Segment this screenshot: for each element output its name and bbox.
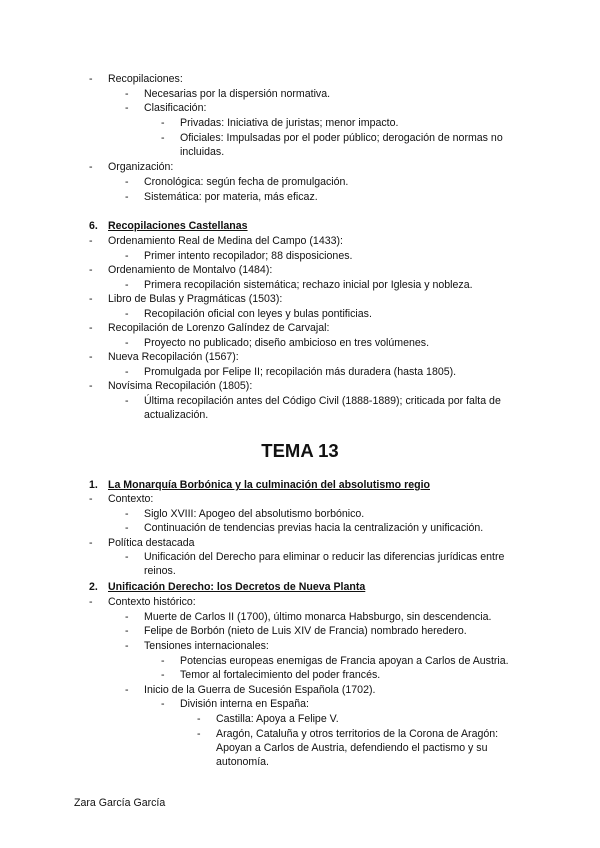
list-item: - Novísima Recopilación (1805): — [89, 380, 253, 392]
section-heading: 1. La Monarquía Borbónica y la culminación del absolutismo regio — [89, 479, 430, 491]
footer-author: Zara García García — [74, 797, 166, 809]
list-item: - Inicio de la Guerra de Sucesión Española (1702). — [125, 684, 376, 696]
list-item: - Aragón, Cataluña y otros territorios de la Corona de Aragón: Apoyan a Carlos de Austria, defendiendo el pactismo y su autonomía. — [197, 728, 499, 768]
list-item: - Ordenamiento Real de Medina del Campo (1433): — [89, 235, 343, 247]
list-item: - División interna en España: — [161, 698, 309, 710]
list-item: - Recopilación oficial con leyes y bulas pontificias. — [125, 308, 372, 320]
list-item: - Libro de Bulas y Pragmáticas (1503): — [89, 293, 283, 305]
list-item: - Última recopilación antes del Código Civil (1888-1889); criticada por falta de actualización. — [125, 395, 501, 421]
list-item: - Continuación de tendencias previas hacia la centralización y unificación. — [125, 522, 484, 534]
list-item: - Política destacada — [89, 537, 195, 549]
section-heading: 2. Unificación Derecho: los Decretos de Nueva Planta — [89, 581, 366, 593]
list-item: - Muerte de Carlos II (1700), último monarca Habsburgo, sin descendencia. — [125, 611, 492, 623]
list-item: - Unificación del Derecho para eliminar o reducir las diferencias jurídicas entre reinos. — [125, 551, 505, 577]
list-item: - Organización: — [89, 161, 174, 173]
list-item: - Primera recopilación sistemática; rechazo inicial por Iglesia y nobleza. — [125, 279, 473, 291]
list-item: - Castilla: Apoya a Felipe V. — [197, 713, 339, 725]
list-item: - Recopilaciones: — [89, 73, 183, 85]
list-item: - Siglo XVIII: Apogeo del absolutismo borbónico. — [125, 508, 365, 520]
list-item: - Necesarias por la dispersión normativa. — [125, 88, 331, 100]
list-item: - Nueva Recopilación (1567): — [89, 351, 239, 363]
list-item: - Contexto histórico: — [89, 596, 196, 608]
list-item: - Tensiones internacionales: — [125, 640, 269, 652]
list-item: - Privadas: Iniciativa de juristas; menor impacto. — [161, 117, 399, 129]
list-item: - Temor al fortalecimiento del poder francés. — [161, 669, 381, 681]
list-item: - Potencias europeas enemigas de Francia apoyan a Carlos de Austria. — [161, 655, 509, 667]
page-title: TEMA 13 — [261, 440, 339, 461]
list-item: - Cronológica: según fecha de promulgación. — [125, 176, 349, 188]
list-item: - Sistemática: por materia, más eficaz. — [125, 191, 318, 203]
list-item: - Primer intento recopilador; 88 disposiciones. — [125, 250, 353, 262]
section-heading: 6. Recopilaciones Castellanas — [89, 220, 248, 232]
list-item: - Promulgada por Felipe II; recopilación más duradera (hasta 1805). — [125, 366, 457, 378]
list-item: - Recopilación de Lorenzo Galíndez de Carvajal: — [89, 322, 330, 334]
list-item: - Clasificación: — [125, 102, 207, 114]
list-item: - Felipe de Borbón (nieto de Luis XIV de Francia) nombrado heredero. — [125, 625, 467, 637]
list-item: - Oficiales: Impulsadas por el poder público; derogación de normas no incluidas. — [161, 132, 503, 158]
list-item: - Proyecto no publicado; diseño ambicioso en tres volúmenes. — [125, 337, 430, 349]
list-item: - Contexto: — [89, 493, 154, 505]
list-item: - Ordenamiento de Montalvo (1484): — [89, 264, 273, 276]
